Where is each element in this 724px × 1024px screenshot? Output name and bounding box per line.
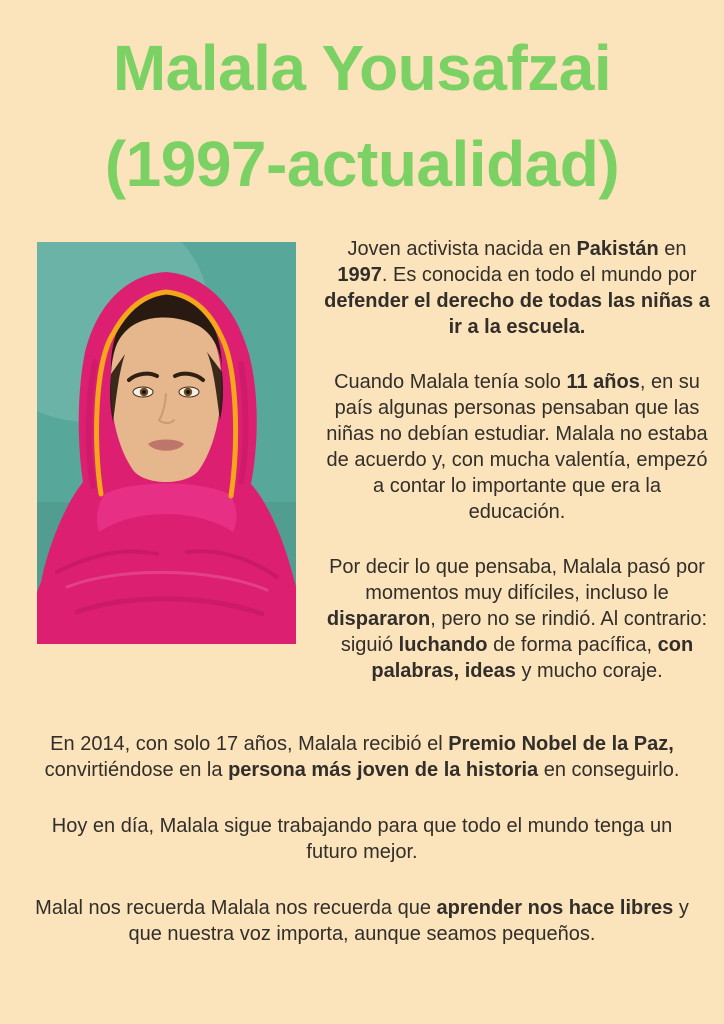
bio-column-text xyxy=(322,236,712,684)
content-row xyxy=(0,238,724,684)
bio-full-width-text xyxy=(0,731,724,947)
bio-paragraph-4: En 2014, con solo 17 años, Malala recibió el Premio Nobel de la Paz, convirtiéndose en la persona más joven de la historia en conseguirlo. xyxy=(44,733,680,781)
title-name: Malala Yousafzai xyxy=(112,32,612,104)
malala-photo xyxy=(37,242,296,644)
bio-paragraph-3: Por decir lo que pensaba, Malala pasó por momentos muy difíciles, incluso le dispararon, pero no se rindió. Al contrario: siguió luchando de forma pacífica, con palabras, ideas y mucho coraje. xyxy=(326,556,708,682)
bio-paragraph-6: Malal nos recuerda Malala nos recuerda que aprender nos hace libres y que nuestra voz importa, aunque seamos pequeños. xyxy=(35,897,689,945)
malala-portrait-illustration xyxy=(37,242,296,644)
bio-paragraph-5: Hoy en día, Malala sigue trabajando para que todo el mundo tenga un futuro mejor. xyxy=(51,815,673,863)
bio-paragraph-1: Joven activista nacida en Pakistán en 1997. Es conocida en todo el mundo por defender el derecho de todas las niñas a ir a la escuela. xyxy=(324,238,710,338)
bio-paragraph-2: Cuando Malala tenía solo 11 años, en su país algunas personas pensaban que las niñas no debían estudiar. Malala no estaba de acuerdo y, con mucha valentía, empezó a contar lo importante que era la educación. xyxy=(326,371,708,523)
page-title xyxy=(0,20,724,212)
title-dates: (1997-actualidad) xyxy=(104,128,620,200)
